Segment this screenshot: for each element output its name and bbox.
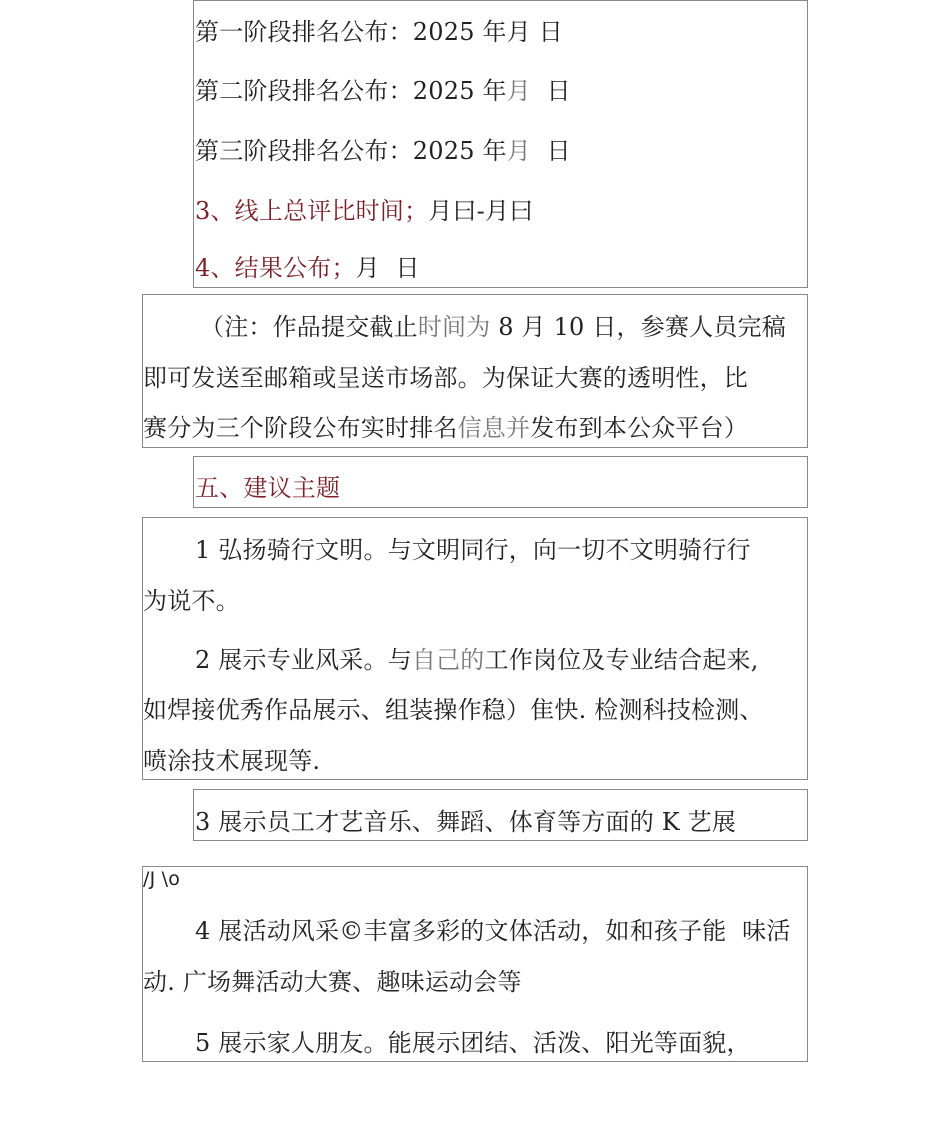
stage2-month: 月 [506, 77, 531, 105]
note-line-3-a: 赛分为三个阶段公布实时排名 [143, 414, 458, 442]
theme2-line-1-a: 2 展示专业风采。与 [195, 646, 412, 674]
item3-label: 3、线上总评比时间； [195, 197, 429, 225]
stage2-day: 日 [530, 77, 571, 105]
theme3-text: 3 展示员工才艺音乐、舞蹈、体育等方面的 K 艺展 [195, 808, 737, 836]
theme2-line-2: 如焊接优秀作品展示、组装操作稳）隹快. 检测科技检测、 [143, 696, 764, 724]
stage3-day: 日 [530, 137, 571, 165]
theme5-line-1: 5 展示家人朋友。能展示团结、活泼、阳光等面貌， [195, 1029, 751, 1057]
stage3-prefix: 第三阶段排名公布：2025 年 [195, 137, 507, 165]
theme2-line-1-b: 自己的 [411, 646, 485, 674]
note-line-2: 即可发送至邮箱或呈送市场部。为保证大赛的透明性，比 [143, 364, 748, 392]
section5-heading: 五、建议主题 [195, 474, 341, 502]
stage1-text: 第一阶段排名公布：2025 年月 日 [195, 18, 563, 46]
theme1-line-2: 为说不。 [143, 587, 240, 615]
note-line-3 [143, 414, 748, 442]
theme1-line-1: 1 弘扬骑行文明。与文明同行，向一切不文明骑行行 [195, 536, 751, 564]
theme4-line-2: 动. 广场舞活动大赛、趣味运动会等 [143, 968, 522, 996]
note-line-1-b: 时间为 [417, 313, 491, 341]
item4-value: 月 日 [355, 254, 420, 282]
note-line-1-c: 8 月 10 日，参赛人员完稿 [490, 313, 786, 341]
stage2-prefix: 第二阶段排名公布：2025 年 [195, 77, 507, 105]
item3-value: 月曰-月曰 [428, 197, 534, 225]
item4-label: 4、结果公布； [195, 254, 356, 282]
theme2-line-1-c: 工作岗位及专业结合起来, [484, 646, 759, 674]
note-line-3-c: 发布到本公众平台） [530, 414, 749, 442]
note-line-1-a: （注：作品提交截止 [200, 313, 418, 341]
note-line-1 [200, 313, 786, 341]
item3-text [195, 197, 533, 225]
theme4-line-1: 4 展活动风采©丰富多彩的文体活动，如和孩子能 味活 [195, 917, 791, 945]
theme3-continuation: /J \o [143, 868, 181, 890]
stage2-text [195, 77, 571, 105]
theme2-line-3: 喷涂技术展现等. [143, 747, 321, 775]
note-line-3-b: 信息并 [457, 414, 531, 442]
stage3-month: 月 [506, 137, 531, 165]
item4-text [195, 254, 420, 282]
stage3-text [195, 137, 571, 165]
theme2-line-1 [195, 646, 759, 674]
